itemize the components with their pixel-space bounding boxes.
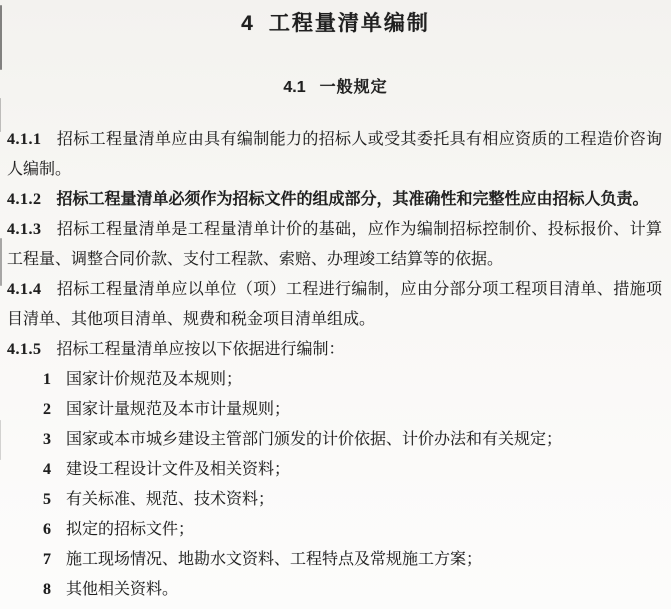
clause-4-1-5 <box>7 335 662 365</box>
clause-text: 招标工程量清单应由具有编制能力的招标人或受其委托具有相应资质的工程造价咨询人编制。 <box>7 131 662 178</box>
chapter-name: 工程量清单编制 <box>268 12 430 35</box>
list-item-number: 8 <box>43 581 51 598</box>
clause-number: 4.1.4 <box>7 281 42 298</box>
chapter-title <box>0 11 671 37</box>
clause-number: 4.1.1 <box>7 131 42 148</box>
clause-4-1-4 <box>7 275 662 335</box>
basis-item-7 <box>7 545 662 575</box>
basis-item-8 <box>7 575 662 605</box>
clause-4-1-1 <box>7 125 662 185</box>
clause-text: 招标工程量清单是工程量清单计价的基础，应作为编制招标控制价、投标报价、计算工程量、调整合同价款、支付工程款、索赔、办理竣工结算等的依据。 <box>7 221 662 268</box>
scan-artifact <box>0 420 1 460</box>
clause-number: 4.1.3 <box>7 221 42 238</box>
section-name: 一般规定 <box>319 79 388 96</box>
list-item-text: 有关标准、规范、技术资料； <box>66 491 275 508</box>
list-item-number: 3 <box>43 431 51 448</box>
clause-4-1-3 <box>7 215 662 275</box>
basis-item-2 <box>7 395 662 425</box>
list-item-number: 5 <box>43 491 51 508</box>
clause-text: 招标工程量清单必须作为招标文件的组成部分，其准确性和完整性应由招标人负责。 <box>56 191 649 208</box>
document-body <box>0 125 671 605</box>
list-item-number: 6 <box>43 521 51 538</box>
scan-artifact <box>0 5 2 70</box>
list-item-number: 4 <box>43 461 51 478</box>
list-item-text: 拟定的招标文件； <box>66 521 195 538</box>
clause-text: 招标工程量清单应按以下依据进行编制： <box>56 341 345 358</box>
clause-text: 招标工程量清单应以单位（项）工程进行编制，应由分部分项工程项目清单、措施项目清单、其他项目清单、规费和税金项目清单组成。 <box>7 281 662 328</box>
list-item-number: 1 <box>43 371 51 388</box>
clause-number: 4.1.2 <box>7 191 42 208</box>
clause-number: 4.1.5 <box>7 341 42 358</box>
chapter-number: 4 <box>241 12 253 35</box>
basis-item-6 <box>7 515 662 545</box>
list-item-number: 7 <box>43 551 51 568</box>
basis-item-3 <box>7 425 662 455</box>
list-item-number: 2 <box>43 401 51 418</box>
section-number: 4.1 <box>283 79 306 96</box>
list-item-text: 建设工程设计文件及相关资料； <box>66 461 291 478</box>
clause-4-1-2 <box>7 185 662 215</box>
list-item-text: 国家计量规范及本市计量规则； <box>66 401 291 418</box>
list-item-text: 其他相关资料。 <box>66 581 179 598</box>
scan-artifact <box>0 238 2 286</box>
basis-item-5 <box>7 485 662 515</box>
basis-item-4 <box>7 455 662 485</box>
basis-item-1 <box>7 365 662 395</box>
scan-artifact <box>0 98 1 132</box>
list-item-text: 施工现场情况、地勘水文资料、工程特点及常规施工方案； <box>66 551 483 568</box>
list-item-text: 国家或本市城乡建设主管部门颁发的计价依据、计价办法和有关规定； <box>66 431 563 448</box>
list-item-text: 国家计价规范及本规则； <box>66 371 243 388</box>
section-title <box>0 77 671 98</box>
